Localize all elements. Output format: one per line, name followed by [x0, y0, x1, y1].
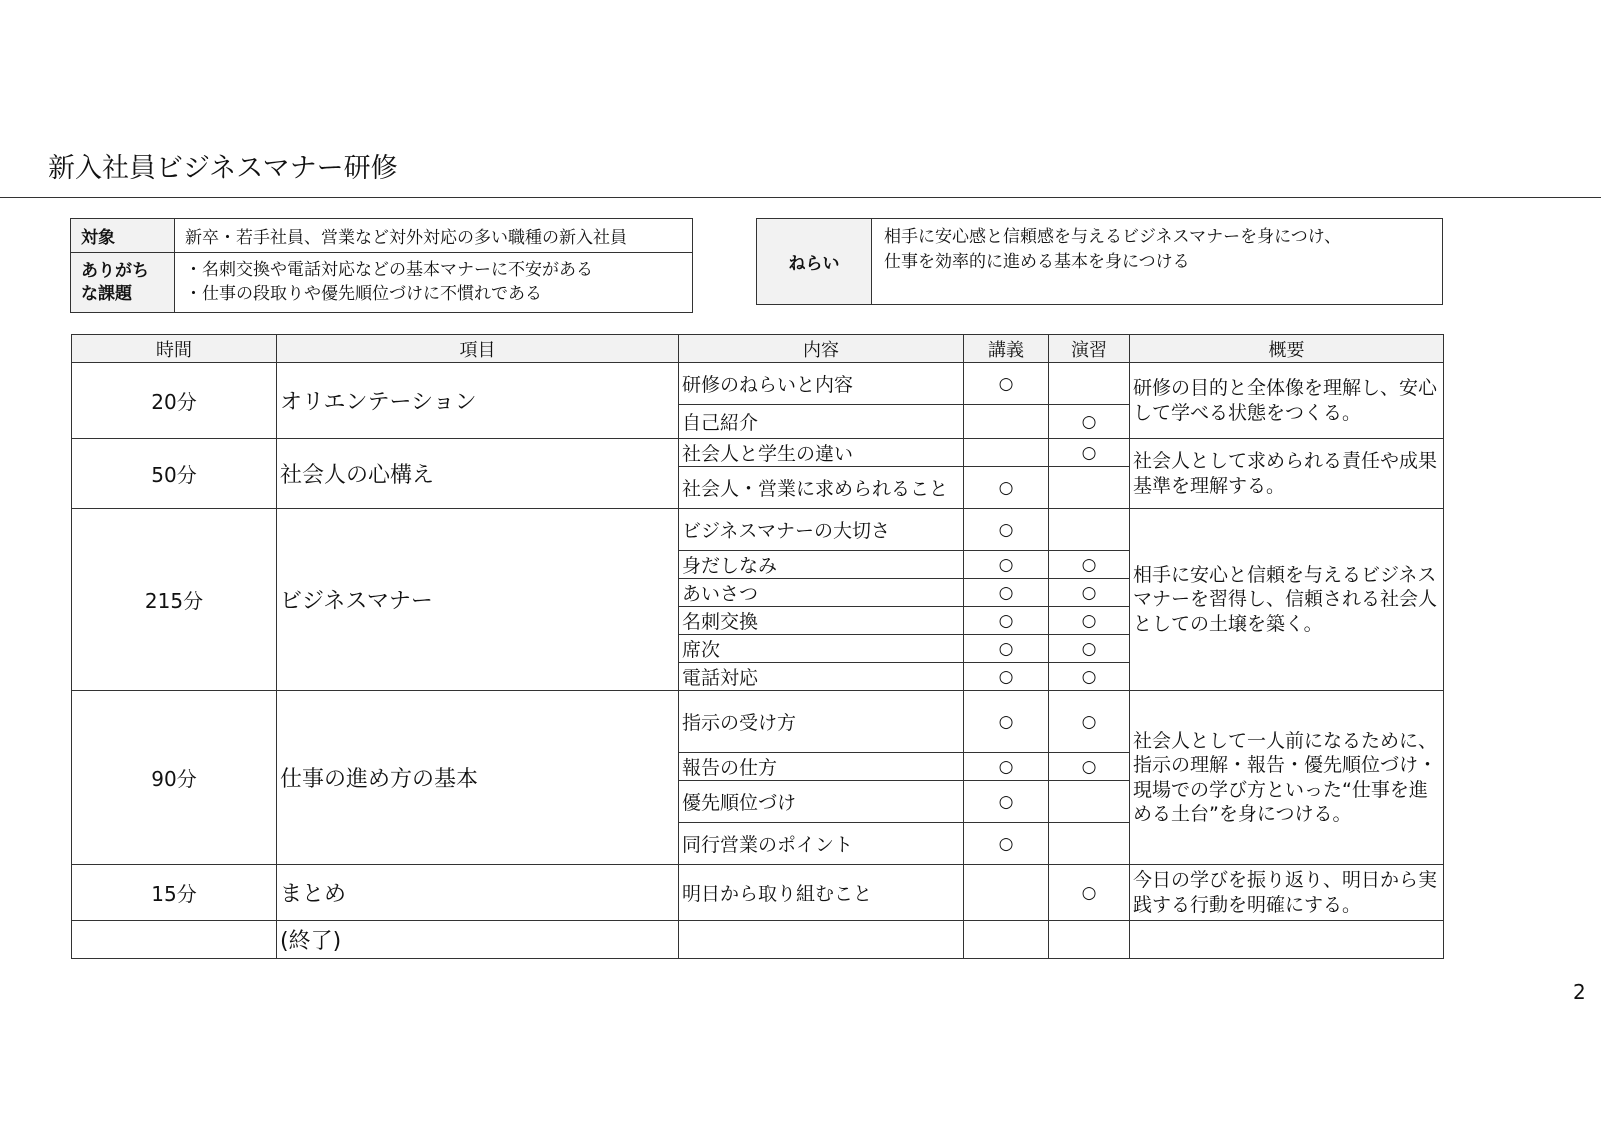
lecture-mark — [964, 921, 1049, 959]
exercise-mark: ○ — [1049, 663, 1130, 691]
exercise-mark: ○ — [1049, 439, 1130, 467]
table-row — [72, 921, 1444, 959]
exercise-mark: ○ — [1049, 551, 1130, 579]
target-label: 対象 — [71, 219, 175, 253]
session-time: 90分 — [72, 691, 277, 865]
session-content: 報告の仕方 — [679, 753, 964, 781]
session-content: 社会人・営業に求められること — [679, 467, 964, 509]
lecture-mark — [964, 865, 1049, 921]
session-content: 明日から取り組むこと — [679, 865, 964, 921]
aim-info-box — [756, 218, 1443, 305]
session-item: 仕事の進め方の基本 — [277, 691, 679, 865]
session-item: まとめ — [277, 865, 679, 921]
exercise-mark — [1049, 363, 1130, 405]
session-content: 自己紹介 — [679, 405, 964, 439]
title-divider — [0, 197, 1601, 198]
session-content: 名刺交換 — [679, 607, 964, 635]
lecture-mark — [964, 439, 1049, 467]
session-time: 15分 — [72, 865, 277, 921]
lecture-mark: ○ — [964, 781, 1049, 823]
lecture-mark: ○ — [964, 691, 1049, 753]
session-content: 身だしなみ — [679, 551, 964, 579]
session-time: 50分 — [72, 439, 277, 509]
table-row — [72, 439, 1444, 467]
column-header-exercise: 演習 — [1049, 335, 1130, 363]
lecture-mark: ○ — [964, 635, 1049, 663]
session-item: 社会人の心構え — [277, 439, 679, 509]
session-item: ビジネスマナー — [277, 509, 679, 691]
exercise-mark: ○ — [1049, 635, 1130, 663]
lecture-mark: ○ — [964, 607, 1049, 635]
session-summary: 相手に安心と信頼を与えるビジネスマナーを習得し、信頼される社会人としての土壌を築く。 — [1130, 509, 1444, 691]
session-content: 社会人と学生の違い — [679, 439, 964, 467]
session-content — [679, 921, 964, 959]
session-content: 席次 — [679, 635, 964, 663]
session-summary: 今日の学びを振り返り、明日から実践する行動を明確にする。 — [1130, 865, 1444, 921]
table-row — [72, 363, 1444, 405]
exercise-mark: ○ — [1049, 753, 1130, 781]
column-header-time: 時間 — [72, 335, 277, 363]
session-time: 20分 — [72, 363, 277, 439]
lecture-mark: ○ — [964, 467, 1049, 509]
exercise-mark — [1049, 823, 1130, 865]
aim-label: ねらい — [757, 219, 872, 305]
lecture-mark — [964, 405, 1049, 439]
column-header-content: 内容 — [679, 335, 964, 363]
session-time: 215分 — [72, 509, 277, 691]
session-content: 指示の受け方 — [679, 691, 964, 753]
aim-line: 仕事を効率的に進める基本を身につける — [884, 251, 1190, 272]
session-content: 同行営業のポイント — [679, 823, 964, 865]
page-title: 新入社員ビジネスマナー研修 — [48, 153, 398, 184]
lecture-mark: ○ — [964, 579, 1049, 607]
session-content: 電話対応 — [679, 663, 964, 691]
session-item: (終了) — [277, 921, 679, 959]
exercise-mark — [1049, 467, 1130, 509]
exercise-mark: ○ — [1049, 691, 1130, 753]
exercise-mark: ○ — [1049, 607, 1130, 635]
session-content: 優先順位づけ — [679, 781, 964, 823]
exercise-mark — [1049, 921, 1130, 959]
lecture-mark: ○ — [964, 823, 1049, 865]
target-value: 新卒・若手社員、営業など対外対応の多い職種の新入社員 — [175, 219, 693, 253]
table-row — [72, 865, 1444, 921]
column-header-summary: 概要 — [1130, 335, 1444, 363]
session-content: ビジネスマナーの大切さ — [679, 509, 964, 551]
issues-label-line: ありがち — [81, 261, 149, 282]
issues-value — [175, 253, 693, 313]
schedule-body — [72, 363, 1444, 959]
schedule-table — [71, 334, 1444, 959]
lecture-mark: ○ — [964, 753, 1049, 781]
exercise-mark: ○ — [1049, 405, 1130, 439]
session-content: 研修のねらいと内容 — [679, 363, 964, 405]
lecture-mark: ○ — [964, 551, 1049, 579]
column-header-lecture: 講義 — [964, 335, 1049, 363]
lecture-mark: ○ — [964, 363, 1049, 405]
exercise-mark: ○ — [1049, 579, 1130, 607]
aim-value — [872, 219, 1443, 305]
issue-line: ・名刺交換や電話対応などの基本マナーに不安がある — [185, 259, 593, 280]
exercise-mark: ○ — [1049, 865, 1130, 921]
page-number: 2 — [1573, 980, 1586, 1004]
lecture-mark: ○ — [964, 509, 1049, 551]
session-summary: 研修の目的と全体像を理解し、安心して学べる状態をつくる。 — [1130, 363, 1444, 439]
target-info-box — [70, 218, 693, 313]
session-summary: 社会人として一人前になるために、指示の理解・報告・優先順位づけ・現場での学び方といった“仕事を進める土台”を身につける。 — [1130, 691, 1444, 865]
lecture-mark: ○ — [964, 663, 1049, 691]
exercise-mark — [1049, 781, 1130, 823]
issues-label — [71, 253, 175, 313]
exercise-mark — [1049, 509, 1130, 551]
table-row — [72, 509, 1444, 551]
issues-label-line: な課題 — [81, 283, 132, 304]
session-content: あいさつ — [679, 579, 964, 607]
session-summary — [1130, 921, 1444, 959]
session-item: オリエンテーション — [277, 363, 679, 439]
column-header-item: 項目 — [277, 335, 679, 363]
table-row — [72, 691, 1444, 753]
session-summary: 社会人として求められる責任や成果基準を理解する。 — [1130, 439, 1444, 509]
session-time — [72, 921, 277, 959]
issue-line: ・仕事の段取りや優先順位づけに不慣れである — [185, 283, 542, 304]
aim-line: 相手に安心感と信頼感を与えるビジネスマナーを身につけ、 — [884, 227, 1342, 247]
